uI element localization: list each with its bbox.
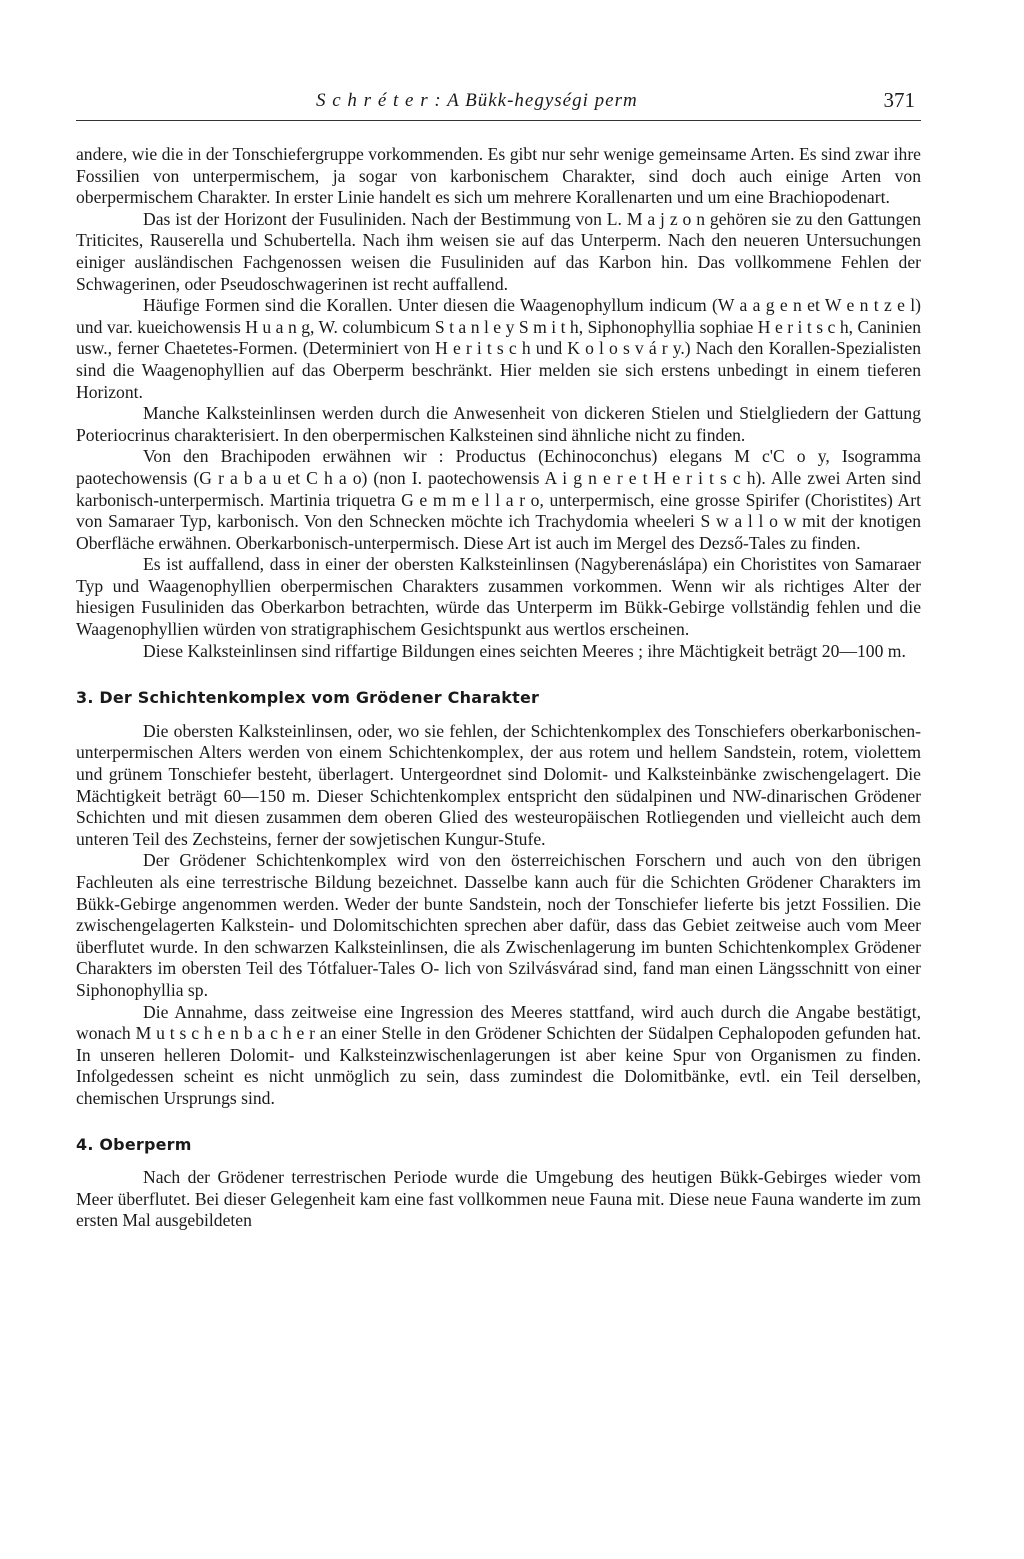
paragraph-terrestrial: Der Grödener Schichtenkomplex wird von den österreichischen Forschern und auch von den übrigen Fachleuten als eine terrestrische Bildung bezeichnet. Dasselbe kann auch für die Schichten Grödener Charakters im Bükk-Gebirge angenommen werden. Weder der bunte Sandstein, noch der Tonschiefer lieferte bis jetzt Fossilien. Die zwischengelagerten Kalkstein- und Dolomitschichten sprechen aber dafür, dass das Gebiet zeitweise auch vom Meer überflutet wurde. In den schwarzen Kalksteinlinsen, die als Zwischenlagerung im bunten Schichtenkomplex Grödener Charakters im obersten Teil des Tótfaluer-Tales O- lich von Szilvásvárad sind, fand man einen Längsschnitt von einer Siphonophyllia sp. xyxy=(76,850,921,1000)
paragraph-ingression: Die Annahme, dass zeitweise eine Ingression des Meeres stattfand, wird auch durch die Angabe bestätigt, wonach M u t s c h e n b a c h e r an einer Stelle in den Grödener Schichten der Südalpen Cephalopoden gefunden hat. In unseren helleren Dolomit- und Kalksteinzwischenlagerungen ist aber keine Spur von Organismen zu finden. Infolgedessen scheint es nicht unmöglich zu sein, dass zumindest die Dolomitbänke, evtl. ein Teil derselben, chemischen Ursprungs sind. xyxy=(76,1001,921,1108)
article-body xyxy=(76,144,921,1232)
paragraph-choristites: Es ist auffallend, dass in einer der obersten Kalksteinlinsen (Nagyberenáslápa) ein Choristites von Samaraer Typ und Waagenophyllien oberpermischen Charakters zusammen vorkommen. Wenn wir als richtiges Alter der hiesigen Fusuliniden das Oberkarbon betrachten, würde das Unterperm im Bükk-Gebirge vollständig fehlen und die Waagenophyllien würden von stratigraphischem Gesichtspunkt aus wertlos erscheinen. xyxy=(76,554,921,640)
paragraph-groden-complex: Die obersten Kalksteinlinsen, oder, wo sie fehlen, der Schichtenkomplex des Tonschiefers oberkarbonischen-unterpermischen Alters werden von einem Schichtenkomplex, der aus rotem und hellem Sandstein, rotem, violettem und grünem Tonschiefer besteht, überlagert. Untergeordnet sind Dolomit- und Kalksteinbänke zwischengelagert. Die Mächtigkeit beträgt 60—150 m. Dieser Schichtenkomplex entspricht den südalpinen und NW-dinarischen Grödener Schichten und mit diesen zusammen dem oberen Glied des westeuropäischen Rotliegenden und vielleicht auch dem unteren Teil des Zechsteins, ferner der sowjetischen Kungur-Stufe. xyxy=(76,720,921,849)
paragraph-corals: Häufige Formen sind die Korallen. Unter diesen die Waagenophyllum indicum (W a a g e n et W e n t z e l) und var. kueichowensis H u a n g, W. columbicum S t a n l e y S m i t h, Siphonophyllia sophiae H e r i t s c h, Caninien usw., ferner Chaetetes-Formen. (Determiniert von H e r i t s c h und K o l o s v á r y.) Nach den Korallen-Spezialisten sind die Waagenophyllien auf das Oberperm beschränkt. Hier melden sie sich erstens unbedingt in einem tieferen Horizont. xyxy=(76,295,921,402)
page-number: 371 xyxy=(883,88,915,112)
section-heading-oberperm: 4. Oberperm xyxy=(76,1134,192,1154)
paragraph-reef-thickness: Diese Kalksteinlinsen sind riffartige Bildungen eines seichten Meeres ; ihre Mächtigkeit beträgt 20—100 m. xyxy=(143,640,906,661)
paragraph-crinoids: Manche Kalksteinlinsen werden durch die Anwesenheit von dickeren Stielen und Stielgliedern der Gattung Poteriocrinus charakterisiert. In den oberpermischen Kalksteinen sind ähnliche nicht zu finden. xyxy=(76,403,921,445)
paragraph-continued: andere, wie die in der Tonschiefergruppe vorkommenden. Es gibt nur sehr wenige gemeinsame Arten. Es sind zwar ihre Fossilien von unterpermischem, ja sogar von karbonischem Charakter, sind doch auch einige Arten von oberpermischem Charakter. In erster Linie handelt es sich um mehrere Korallenarten und um eine Brachiopodenart. xyxy=(76,144,921,208)
section-heading-groden: 3. Der Schichtenkomplex vom Grödener Charakter xyxy=(76,688,540,708)
page-header xyxy=(76,86,921,121)
paragraph-brachiopods: Von den Brachipoden erwähnen wir : Productus (Echinoconchus) elegans M c'C o y, Isogramma paotechowensis (G r a b a u et C h a o) (non I. paotechowensis A i g n e r e t H e r i t s c h). Alle zwei Arten sind karbonisch-unterpermisch. Martinia triquetra G e m m e l l a r o, unterpermisch, eine grosse Spirifer (Choristites) Art von Samaraer Typ, karbonisch. Von den Schnecken möchte ich Trachydomia wheeleri S w a l l o w mit der knotigen Oberfläche erwähnen. Oberkarbonisch-unterpermisch. Diese Art ist auch im Mergel des Dezső-Tales zu finden. xyxy=(76,446,921,553)
paragraph-oberperm: Nach der Grödener terrestrischen Periode wurde die Umgebung des heutigen Bükk-Gebirges wieder vom Meer überflutet. Bei dieser Gelegenheit kam eine fast vollkommen neue Fauna mit. Diese neue Fauna wanderte im zum ersten Mal ausgebildeten xyxy=(76,1167,921,1231)
paragraph-fusulinid-horizon: Das ist der Horizont der Fusuliniden. Nach der Bestimmung von L. M a j z o n gehören sie zu den Gattungen Triticites, Rauserella und Schubertella. Nach ihm weisen sie auf das Unterperm. Nach den neueren Untersuchungen einiger ausländischen Fachgenossen weisen die Fusuliniden auf das Karbon hin. Das vollkommene Fehlen der Schwagerinen, oder Pseudoschwagerinen ist recht auffallend. xyxy=(76,208,921,294)
running-title: S c h r é t e r : A Bükk-hegységi perm xyxy=(316,90,638,111)
